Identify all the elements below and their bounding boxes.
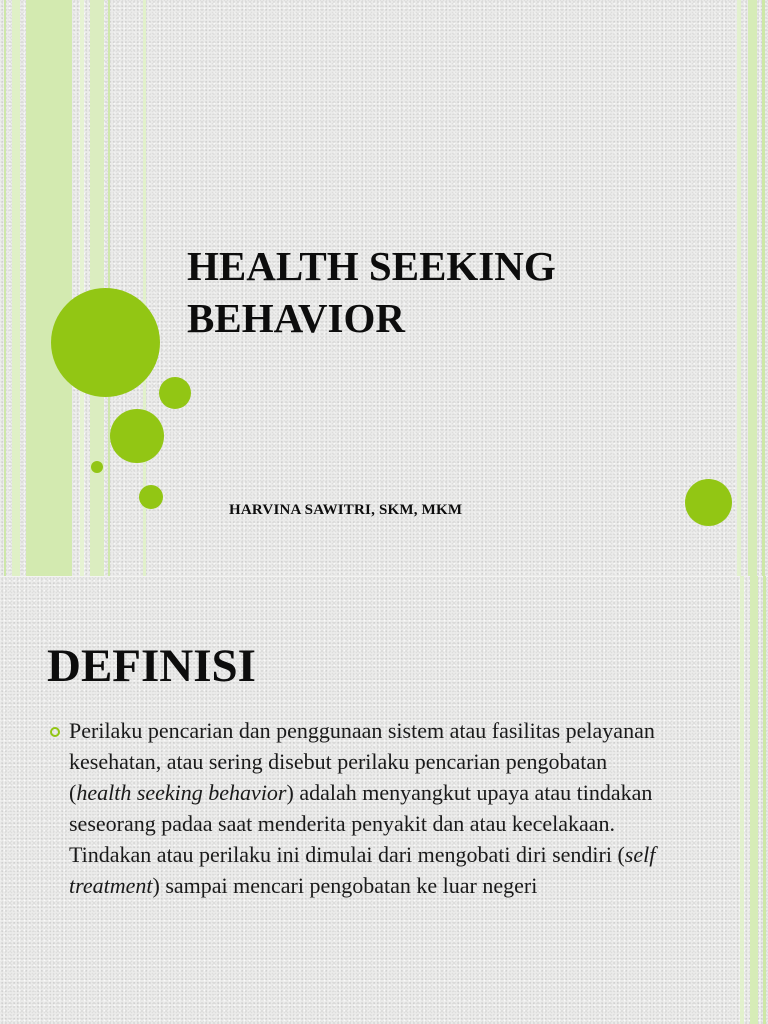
decorative-circle <box>685 479 732 526</box>
paragraph-italic-term: self treatment <box>69 842 656 898</box>
definition-paragraph <box>69 715 669 901</box>
author-name: HARVINA SAWITRI, SKM, MKM <box>229 502 463 518</box>
decorative-circle <box>110 409 164 463</box>
decorative-stripe <box>80 0 84 576</box>
decorative-circle <box>91 461 103 473</box>
decorative-circle <box>51 288 160 397</box>
paragraph-text: ) adalah menyangkut upaya atau tindakan seseorang padaa saat menderita penyakit dan atau kecelakaan. Tindakan atau perilaku ini dimulai dari mengobati diri sendiri ( <box>69 780 653 867</box>
paragraph-text: Perilaku pencarian dan penggunaan sistem atau fasilitas pelayanan kesehatan, atau sering disebut perilaku pencarian pengobatan ( <box>69 718 655 805</box>
decorative-circle <box>159 377 191 409</box>
decorative-stripe <box>763 576 766 1024</box>
decorative-stripe <box>740 576 744 1024</box>
decorative-circle <box>139 485 163 509</box>
slide-title-line: BEHAVIOR <box>187 295 405 341</box>
decorative-stripe <box>748 0 757 576</box>
paragraph-italic-term: health seeking behavior <box>76 780 287 805</box>
paragraph-text: ) sampai mencari pengobatan ke luar negeri <box>152 873 538 898</box>
decorative-stripe <box>4 0 6 576</box>
decorative-stripe <box>737 0 741 576</box>
slide-title-line: HEALTH SEEKING <box>187 243 556 289</box>
slide-title <box>187 240 647 344</box>
decorative-stripe <box>750 576 758 1024</box>
decorative-stripe <box>26 0 72 576</box>
hollow-circle-bullet-icon <box>50 727 60 737</box>
decorative-stripe <box>762 0 765 576</box>
decorative-stripe <box>12 0 20 576</box>
section-heading: DEFINISI <box>47 640 256 692</box>
